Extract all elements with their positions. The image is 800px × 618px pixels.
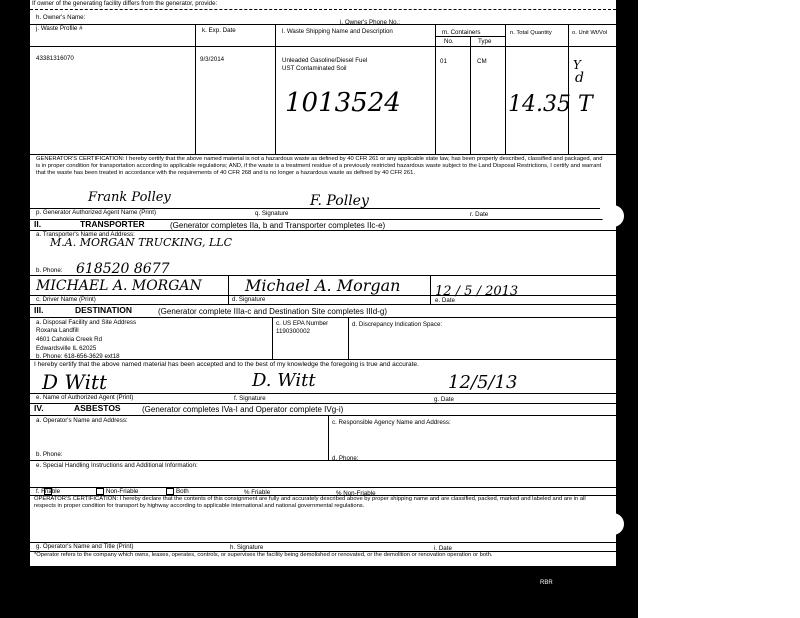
total-quantity-handwritten: 14.35 T [508,92,593,117]
col-description: l. Waste Shipping Name and Description [282,28,393,35]
percent-friable-label: % Friable [244,489,271,496]
destination-date-label: g. Date [434,396,454,403]
divider [30,46,616,47]
destination-agent-handwritten: D Witt [42,370,108,394]
divider [328,415,329,460]
divider [30,154,616,155]
destination-date-handwritten: 12/5/13 [448,372,518,393]
divider [30,415,616,416]
divider [505,24,506,154]
destination-subtitle: (Generator complete IIIa-c and Destination Site completes IIId-g) [158,307,387,316]
section-number: IV. [34,403,44,413]
facility-label: a. Disposal Facility and Site Address [36,319,137,326]
epa-number-label: c. US EPA Number [276,320,329,327]
generator-agent-name-label: p. Generator Authorized Agent Name (Print) [36,209,157,216]
transporter-name-label: a. Transporter's Name and Address: [36,231,135,238]
facility-street: 4601 Cahokia Creek Rd [36,336,103,343]
both-checkbox[interactable] [166,488,174,495]
facility-name: Roxana Landfill [36,327,79,334]
punch-hole [602,205,624,227]
description-line2: UST Contaminated Soil [282,65,347,72]
destination-title: DESTINATION [75,305,132,315]
friable-checkbox[interactable] [44,488,52,495]
generator-agent-name-handwritten: Frank Polley [88,190,171,205]
operator-date-label: i. Date [434,545,452,552]
section-number: II. [34,219,42,229]
col-unit: o. Unit Wt/Vol [572,30,608,36]
operator-footnote: *Operator refers to the company which owns, leases, operates, controls, or supervises the facility being demolished or renovated, or the demolition or renovation operation or both. [34,552,493,558]
destination-agent-label: e. Name of Authorized Agent (Print) [36,394,134,401]
driver-signature-label: d. Signature [232,296,266,303]
unit-value-2: d [575,70,584,86]
both-label: Both [176,488,189,495]
waste-manifest-form [30,0,616,566]
containers-no-value: 01 [440,58,447,65]
asbestos-subtitle: (Generator completes IVa-I and Operator complete IVg-i) [142,405,344,414]
driver-name-label: c. Driver Name (Print) [36,296,96,303]
driver-signature-handwritten: Michael A. Morgan [245,276,401,295]
divider [30,359,616,360]
divider [470,36,471,154]
divider [435,36,505,37]
facility-city: Edwardsville IL 62025 [36,345,97,352]
operator-name-label: a. Operator's Name and Address: [36,417,128,424]
transporter-name-handwritten: M.A. MORGAN TRUCKING, LLC [50,236,233,249]
agency-phone-label: d. Phone: [332,455,359,462]
transporter-subtitle: (Generator completes IIa, b and Transporter completes IIc-e) [170,221,386,230]
generator-signature-label: q. Signature [255,210,289,217]
non-friable-label: Non-Friable [106,488,139,495]
transporter-phone-label: b. Phone: [36,267,63,274]
agency-label: c. Responsible Agency Name and Address: [332,419,451,426]
generator-certification-text: GENERATOR'S CERTIFICATION: I hereby certify that the above named material is not a hazardous waste as defined by 40 CFR 261 or any applicable state law, has been properly described, classified and packaged, and is in proper condition for transportation according to applicable regulations; AND, if the waste is a treatment residue of a previously restricted hazardous waste subject to the Land Disposal Restrictions, I certify and warrant that the waste has been treated in accordance with the requirements of 40 CFR 268 and is no longer a hazardous waste as defined by 40 CFR 261. [36,156,603,176]
containers-type-value: CM [477,58,487,65]
waste-profile-value: 43381316070 [36,55,74,62]
col-total-quantity: n. Total Quantity [510,30,552,36]
divider [568,24,569,154]
epa-number-value: 1190300002 [276,328,310,335]
col-no: No. [444,38,454,45]
divider [195,24,196,154]
exp-date-value: 9/3/2014 [200,56,225,63]
owner-name-label: h. Owner's Name: [36,14,86,21]
non-friable-checkbox[interactable] [96,488,104,495]
transporter-title: TRANSPORTER [80,219,145,229]
destination-signature-handwritten: D. Witt [252,370,316,391]
operator-certification-text: OPERATOR'S CERTIFICATION: I hereby declare that the contents of this consignment are fully and accurately described above by proper shipping name and are classified, packed, marked and labeled and are in all respects in proper condition for transport by highway according to applicable international and national governmental regulations. [34,496,586,509]
generator-date-label: r. Date [470,211,489,218]
transporter-date-label: e. Date [435,297,455,304]
divider [30,24,616,25]
divider [30,317,616,318]
divider [30,9,616,10]
divider [272,317,273,359]
generator-signature-handwritten: F. Polley [310,193,369,209]
operator-signature-label: h. Signature [230,544,264,551]
driver-name-handwritten: MICHAEL A. MORGAN [36,278,202,294]
scanner-stamp: RBR [540,580,553,586]
destination-signature-label: f. Signature [234,395,266,402]
section-number: III. [34,305,44,315]
col-exp-date: k. Exp. Date [202,27,236,34]
special-handling-label: e. Special Handling Instructions and Additional Information: [36,462,198,469]
description-line1: Unleaded Gasoline/Diesel Fuel [282,57,368,64]
discrepancy-label: d. Discrepancy Indication Space: [352,321,443,328]
operator-name-title-label: g. Operator's Name and Title (Print) [36,543,134,550]
divider [30,460,616,461]
col-containers: m. Containers [442,29,481,36]
transporter-date-handwritten: 12 / 5 / 2013 [435,284,519,299]
punch-hole [602,513,624,535]
divider [348,317,349,359]
owner-phone-label: i. Owner's Phone No.: [340,19,400,26]
divider [430,276,431,304]
unit-value: Y [573,58,581,72]
transporter-phone-handwritten: 618520 8677 [76,261,170,277]
operator-phone-label: b. Phone: [36,451,63,458]
friable-label: f. Friable [36,488,61,495]
percent-non-friable-label: % Non-Friable [336,490,376,497]
asbestos-title: ASBESTOS [74,403,121,413]
divider [275,24,276,154]
destination-cert-text: I hereby certify that the above named material has been accepted and to the best of my knowledge the foregoing is true and accurate. [34,361,419,368]
owner-note: If owner of the generating facility differs from the generator, provide: [32,0,218,7]
facility-phone: b. Phone: 618-656-3629 ext18 [36,353,120,360]
divider [228,276,229,304]
manifest-number-handwritten: 1013524 [285,88,401,118]
col-waste-profile: j. Waste Profile # [36,25,83,32]
col-type: Type [478,38,492,45]
divider [30,295,616,296]
divider [435,24,436,154]
